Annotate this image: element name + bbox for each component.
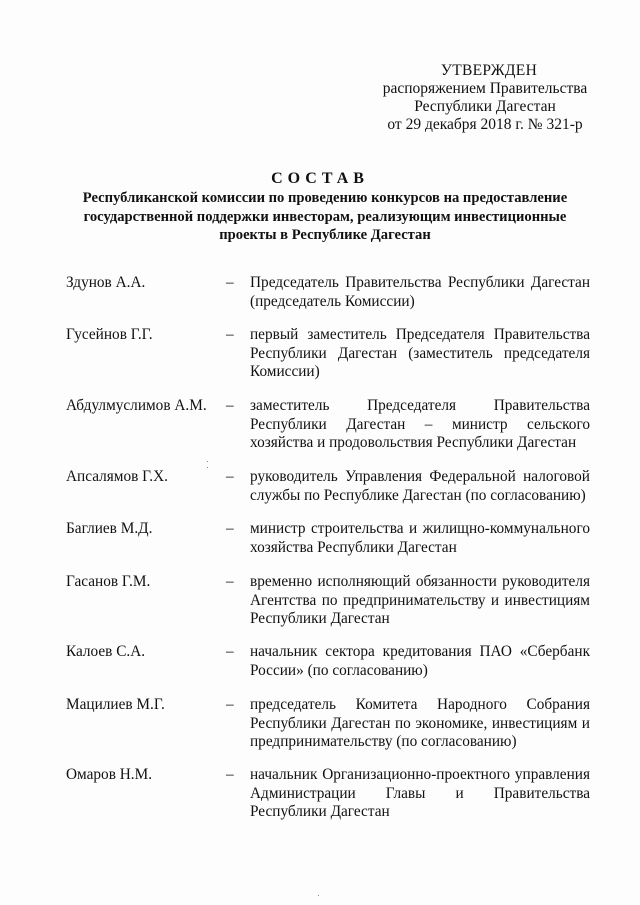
member-role-line: Администрации Главы и Правительства <box>250 784 590 802</box>
member-role-line: председатель Комитета Народного Собрания <box>250 696 590 713</box>
member-role-line: руководитель Управления Федеральной налоговой <box>250 468 590 485</box>
subtitle-line-3: проекты в Республике Дагестан <box>219 227 431 243</box>
member-role <box>250 766 590 822</box>
member-name: Здунов А.А. <box>66 274 146 291</box>
member-role-line: временно исполняющий обязанности руководителя <box>250 573 590 590</box>
member-name: Баглиев М.Д. <box>66 520 153 537</box>
member-dash: – <box>226 643 234 660</box>
member-role-line: предпринимательству (по согласованию) <box>250 733 517 750</box>
member-dash: – <box>226 468 234 485</box>
scan-speck <box>318 895 319 896</box>
member-role-line: (председатель Комиссии) <box>250 292 415 310</box>
member-role <box>250 326 590 382</box>
scan-speck <box>207 467 208 468</box>
member-dash: – <box>226 326 234 343</box>
member-role-line: Агентства по предпринимательству и инвестициям <box>250 591 590 609</box>
member-role <box>250 643 590 680</box>
member-role <box>250 520 590 557</box>
member-role-line: службы по Республике Дагестан (по согласованию) <box>250 486 586 504</box>
member-role <box>250 573 590 629</box>
member-role-line: Комиссии) <box>250 363 320 380</box>
member-role-line: заместитель Председателя Правительства <box>250 397 590 414</box>
approval-line-2: Республики Дагестан <box>414 98 556 115</box>
member-role-line: Республики Дагестан <box>250 803 390 820</box>
member-role-line: Председатель Правительства Республики Дагестан <box>250 274 590 291</box>
member-role <box>250 397 590 453</box>
member-role-line: хозяйства и продовольствия Республики Дагестан <box>250 434 577 451</box>
member-dash: – <box>226 274 234 291</box>
member-dash: – <box>226 696 234 713</box>
member-dash: – <box>226 766 234 783</box>
member-role-line: начальник сектора кредитования ПАО «Сбербанк <box>250 643 590 660</box>
approval-heading: УТВЕРЖДЕН <box>440 62 538 79</box>
member-role-line: хозяйства Республики Дагестан <box>250 538 457 556</box>
member-name: Абдулмуслимов А.М. <box>66 397 207 414</box>
member-name: Гасанов Г.М. <box>66 573 151 590</box>
member-role-line: России» (по согласованию) <box>250 661 428 679</box>
subtitle-line-2: государственной поддержки инвесторам, реализующим инвестиционные <box>83 208 567 225</box>
member-dash: – <box>226 397 234 414</box>
member-dash: – <box>226 573 234 590</box>
member-dash: – <box>226 520 234 537</box>
member-role-line: Республики Дагестан (заместитель председателя <box>250 344 590 362</box>
scan-speck <box>207 461 208 462</box>
member-role <box>250 468 590 505</box>
member-name: Мацилиев М.Г. <box>66 696 165 713</box>
approval-line-3: от 29 декабря 2018 г. № 321-р <box>387 116 583 133</box>
approval-line-1: распоряжением Правительства <box>382 80 588 97</box>
member-role-line: министр строительства и жилищно-коммунального <box>250 520 590 537</box>
member-name: Апсалямов Г.Х. <box>66 468 168 485</box>
subtitle-line-1: Республиканской комиссии по проведению конкурсов на предоставление <box>82 190 568 206</box>
member-role-line: Республики Дагестан <box>250 610 390 627</box>
member-role-line: Республики Дагестан по экономике, инвестициям и <box>250 714 590 732</box>
member-role-line: Республики Дагестан – министр сельского <box>250 415 590 433</box>
member-name: Омаров Н.М. <box>66 766 153 783</box>
member-role <box>250 696 590 752</box>
member-name: Гусейнов Г.Г. <box>66 326 153 343</box>
member-name: Калоев С.А. <box>66 643 146 660</box>
member-role-line: первый заместитель Председателя Правительства <box>250 326 590 343</box>
member-role <box>250 274 590 311</box>
member-role-line: начальник Организационно-проектного управления <box>250 766 590 783</box>
document-title: СОСТАВ <box>271 170 369 187</box>
